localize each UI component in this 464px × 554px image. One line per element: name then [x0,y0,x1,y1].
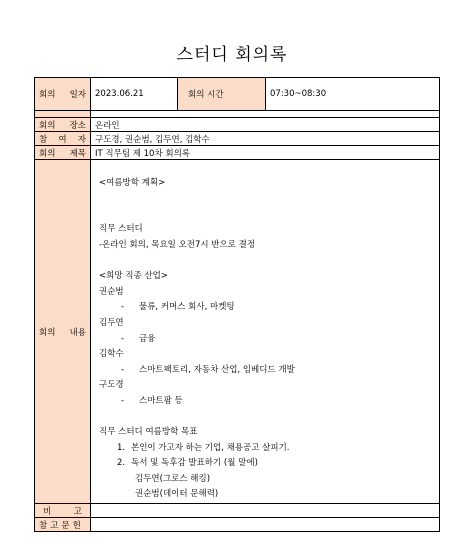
attendees-label: 참 여 자 [35,132,91,146]
remarks-value [91,504,440,518]
study-detail: -온라인 회의, 목요일 오전7시 반으로 결정 [99,239,256,250]
person-detail: - 물류, 커머스 회사, 마켓팅 [121,302,235,313]
plan-heading: <여름방학 계획> [99,177,166,188]
goal-item: 1. 본인이 가고자 하는 기업, 채용공고 살피기. [117,442,290,453]
date-label: 회의 일자 [35,78,91,111]
references-label: 참고문헌 [35,518,91,532]
attendees-value: 구도경, 권순범, 김두연, 김학수 [91,132,440,146]
person-name: 김학수 [99,349,124,360]
remarks-row [35,504,440,518]
place-value: 온라인 [91,118,440,132]
attendees-row [35,132,440,146]
person-name: 구도경 [99,380,124,391]
subject-value: IT 직무팀 제 10차 회의록 [91,146,440,160]
document-title: 스터디 회의록 [176,45,288,65]
time-label: 회의 시간 [178,78,266,111]
person-name: 김두연 [99,317,124,328]
time-value: 07:30~08:30 [266,78,440,111]
industry-heading: <희망 직종 산업> [99,271,168,282]
person-detail: - 금융 [121,333,156,344]
minutes-table [34,77,440,532]
meeting-content [95,160,435,503]
place-label: 회의 장소 [35,118,91,132]
subject-label: 회의 제목 [35,146,91,160]
content-label: 회의 내용 [39,327,86,338]
presenter: 권순범(데이터 문해력) [135,489,219,500]
presenter: 김두연(그로스 해킹) [135,473,211,484]
subject-row [35,146,440,160]
date-row [35,78,440,111]
place-row [35,118,440,132]
person-detail: - 스마트팜 등 [121,395,183,406]
goal-heading: 직무 스터디 여름방학 목표 [99,427,198,438]
date-value: 2023.06.21 [91,78,178,111]
person-detail: - 스마트팩토리, 자동차 산업, 임베디드 개발 [121,364,295,375]
remarks-label: 비 고 [35,504,91,518]
spacer-row [35,111,440,118]
references-row [35,518,440,532]
goal-item: 2. 독서 및 독후감 발표하기 (월 말에) [117,458,258,469]
person-name: 권순범 [99,286,124,297]
content-row [35,160,440,504]
study-heading: 직무 스터디 [99,224,143,235]
references-value [91,518,440,532]
